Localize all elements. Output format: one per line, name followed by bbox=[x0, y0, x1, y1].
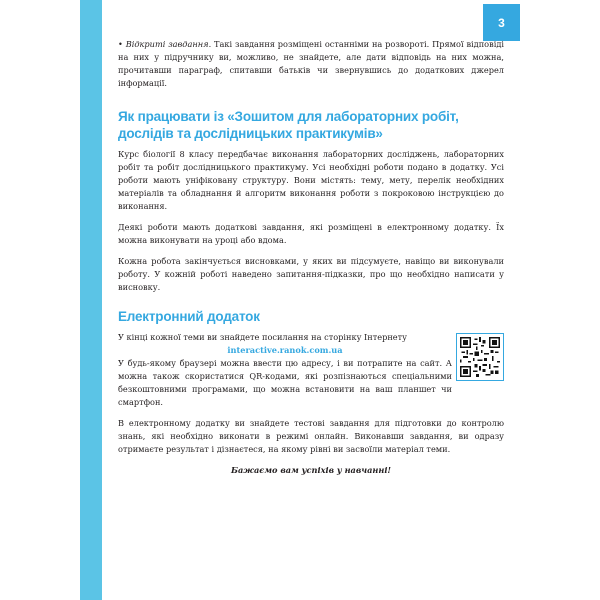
appendix-block bbox=[118, 331, 504, 409]
page-content bbox=[118, 38, 504, 485]
sidebar-strip bbox=[80, 0, 102, 600]
appendix-line-1: У кінці кожної теми ви знайдете посилання на сторінку Інтернету bbox=[118, 332, 407, 342]
page-number: 3 bbox=[483, 4, 520, 41]
bullet-marker: • bbox=[118, 39, 123, 49]
intro-bullet bbox=[118, 38, 504, 90]
appendix-text bbox=[118, 331, 452, 409]
appendix-url-link[interactable]: interactive.ranok.com.ua bbox=[227, 345, 343, 355]
closing-line: Бажаємо вам успіхів у навчанні! bbox=[230, 465, 392, 475]
workbook-paragraph-2: Деякі роботи мають додаткові завдання, які розміщені в електронному додатку. Їх можна виконувати на уроці або вдома. bbox=[118, 222, 504, 245]
bullet-text: Такі завдання розміщені останніми на розвороті. Прямої відповіді на них у підручнику ви, можливо, не знайдете, але дати відповідь на них можна, прочитавши параграф, спитавши батьків чи звернувшись до додаткових джерел інформації. bbox=[118, 39, 504, 88]
workbook-paragraph-3: Кожна робота закінчується висновками, у яких ви підсумуєте, навіщо ви виконували роботу. У кожній роботі наведено запитання-підказки, про що необхідно написати у висновку. bbox=[118, 256, 504, 292]
appendix-paragraph: В електронному додатку ви знайдете тестові завдання для підготовки до контролю знань, які необхідно виконати в режимі онлайн. Виконавши завдання, ви одразу отримаєте результат і дізнаєтеся, на якому рівні ви засвоїли матеріал теми. bbox=[118, 418, 504, 454]
appendix-line-2: У будь-якому браузері можна ввести цю адресу, і ви потрапите на сайт. А можна також скористатися QR-кодами, які розпізнаються спеціальними безкоштовними програмами, що можна встановити на ваш планшет чи смартфон. bbox=[118, 358, 452, 407]
bullet-term: Відкриті завдання. bbox=[125, 39, 212, 49]
workbook-heading: Як працювати із «Зошитом для лабораторних робіт, дослідів та дослідницьких практикумів» bbox=[118, 109, 459, 141]
appendix-heading: Електронний додаток bbox=[118, 309, 260, 324]
qr-code-icon[interactable] bbox=[456, 333, 504, 381]
workbook-paragraph-1: Курс біології 8 класу передбачає виконання лабораторних досліджень, лабораторних робіт та робіт дослідницького практикуму. Усі необхідні роботи подано в додатку. Усі роботи мають уніфіковану структуру. Вони містять: тему, мету, перелік необхідних матеріалів та обладнання й алгоритм виконання роботи з покроковою інструкцією до виконання. bbox=[118, 149, 504, 211]
